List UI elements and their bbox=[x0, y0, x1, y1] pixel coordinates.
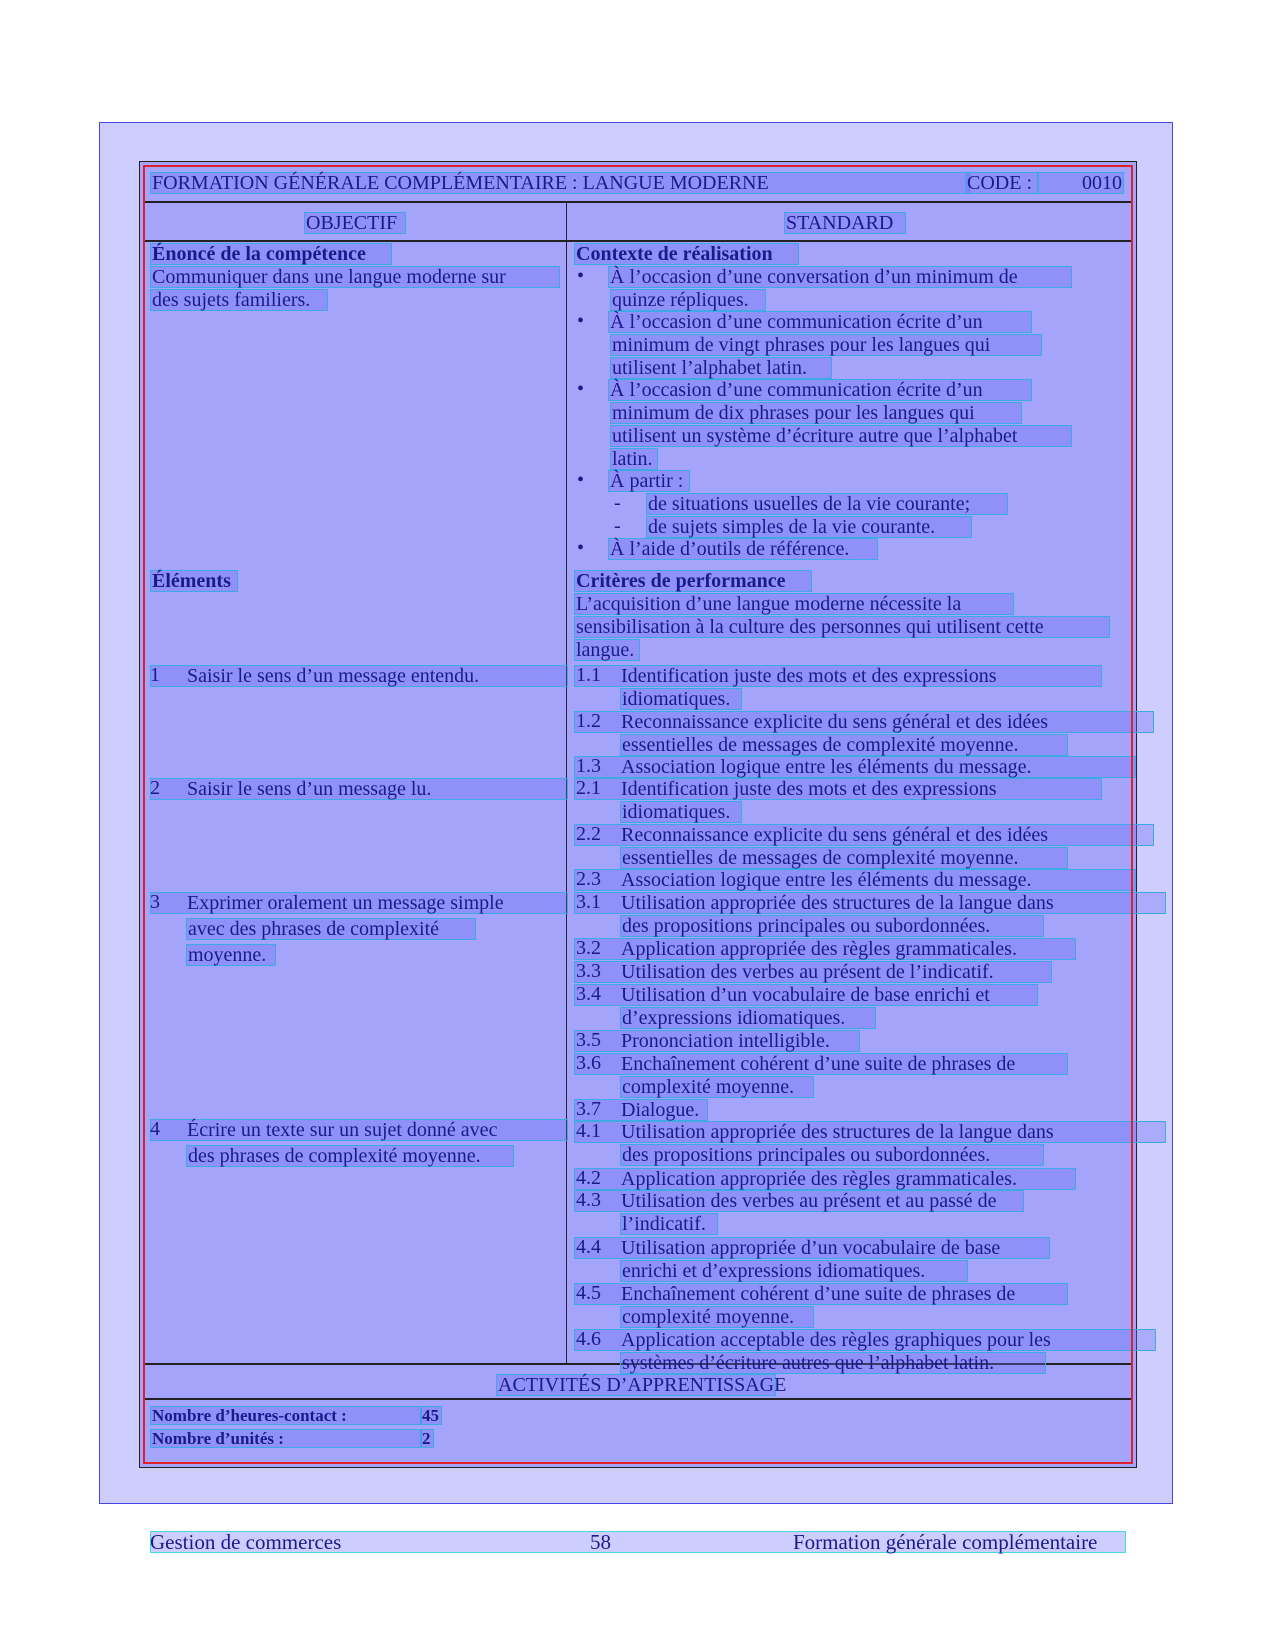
criterion-number: 1.2 bbox=[576, 710, 601, 732]
criterion-number: 2.2 bbox=[576, 823, 601, 845]
dash: - bbox=[614, 515, 621, 537]
element-text: moyenne. bbox=[186, 944, 276, 966]
criterion-number: 2.1 bbox=[576, 777, 601, 799]
element-text: Saisir le sens d’un message lu. bbox=[150, 778, 568, 800]
standard-heading: STANDARD bbox=[784, 212, 906, 234]
contexte-line: utilisent un système d’écriture autre que l’alphabet bbox=[610, 425, 1072, 447]
contexte-line: À l’occasion d’une conversation d’un minimum de bbox=[608, 266, 1072, 288]
objectif-heading: OBJECTIF bbox=[304, 212, 406, 234]
criterion-text: enrichi et d’expressions idiomatiques. bbox=[620, 1260, 968, 1282]
criteres-intro: langue. bbox=[574, 639, 640, 661]
criterion-text: systèmes d’écriture autres que l’alphabet latin. bbox=[620, 1352, 1046, 1374]
criterion-number: 4.3 bbox=[576, 1189, 601, 1211]
criterion-text: essentielles de messages de complexité moyenne. bbox=[620, 734, 1068, 756]
contexte-line: quinze répliques. bbox=[610, 289, 766, 311]
criterion-text: Application appropriée des règles grammaticales. bbox=[574, 1168, 1076, 1190]
bullet: • bbox=[577, 265, 585, 287]
criterion-text: idiomatiques. bbox=[620, 688, 742, 710]
hours-label: Nombre d’heures-contact : bbox=[150, 1406, 422, 1425]
criterion-text: Reconnaissance explicite du sens général et des idées bbox=[574, 824, 1154, 846]
table-title: FORMATION GÉNÉRALE COMPLÉMENTAIRE : LANGUE MODERNE bbox=[150, 172, 970, 194]
bullet: • bbox=[577, 537, 585, 559]
element-text: des phrases de complexité moyenne. bbox=[186, 1145, 514, 1167]
contexte-line: À l’occasion d’une communication écrite d’un bbox=[608, 311, 1032, 333]
criterion-text: Application acceptable des règles graphiques pour les bbox=[574, 1329, 1156, 1351]
contexte-subitem: de situations usuelles de la vie courante; bbox=[646, 493, 1008, 515]
criterion-text: Identification juste des mots et des expressions bbox=[574, 665, 1102, 687]
contexte-line: À l’occasion d’une communication écrite d’un bbox=[608, 379, 1032, 401]
criterion-text: Enchaînement cohérent d’une suite de phrases de bbox=[574, 1053, 1068, 1075]
element-text: avec des phrases de complexité bbox=[186, 918, 476, 940]
criterion-number: 3.7 bbox=[576, 1098, 601, 1120]
element-text: Exprimer oralement un message simple bbox=[150, 892, 568, 914]
criterion-text: Application appropriée des règles grammaticales. bbox=[574, 938, 1076, 960]
criterion-number: 3.2 bbox=[576, 937, 601, 959]
dash: - bbox=[614, 492, 621, 514]
criterion-text: Utilisation appropriée des structures de la langue dans bbox=[574, 1121, 1166, 1143]
enonce-line: des sujets familiers. bbox=[150, 289, 328, 311]
criterion-text: Enchaînement cohérent d’une suite de phrases de bbox=[574, 1283, 1068, 1305]
criterion-text: Association logique entre les éléments du message. bbox=[574, 869, 1136, 891]
criterion-text: Reconnaissance explicite du sens général et des idées bbox=[574, 711, 1154, 733]
code-label: CODE : bbox=[965, 172, 1038, 194]
units-label: Nombre d’unités : bbox=[150, 1429, 422, 1448]
elements-heading: Éléments bbox=[150, 570, 238, 592]
bullet: • bbox=[577, 469, 585, 491]
bullet: • bbox=[577, 310, 585, 332]
contexte-line: À partir : bbox=[608, 470, 690, 492]
criterion-text: l’indicatif. bbox=[620, 1213, 718, 1235]
criterion-number: 4.2 bbox=[576, 1167, 601, 1189]
code-value: 0010 bbox=[1038, 172, 1124, 194]
bullet: • bbox=[577, 378, 585, 400]
criterion-number: 2.3 bbox=[576, 868, 601, 890]
criterion-number: 3.1 bbox=[576, 891, 601, 913]
enonce-heading: Énoncé de la compétence bbox=[150, 243, 392, 265]
criterion-text: Utilisation d’un vocabulaire de base enrichi et bbox=[574, 984, 1038, 1006]
criterion-text: Utilisation des verbes au présent et au passé de bbox=[574, 1190, 1024, 1212]
contexte-line: utilisent l’alphabet latin. bbox=[610, 357, 832, 379]
criterion-text: des propositions principales ou subordonnées. bbox=[620, 1144, 1044, 1166]
element-number: 3 bbox=[150, 891, 160, 913]
criterion-text: Association logique entre les éléments du message. bbox=[574, 756, 1136, 778]
activities-heading: ACTIVITÉS D’APPRENTISSAGE bbox=[498, 1374, 787, 1396]
criterion-text: complexité moyenne. bbox=[620, 1306, 814, 1328]
criterion-text: Prononciation intelligible. bbox=[574, 1030, 860, 1052]
criterion-text: Identification juste des mots et des expressions bbox=[574, 778, 1102, 800]
criterion-number: 1.3 bbox=[576, 755, 601, 777]
activities-bottom-rule bbox=[143, 1398, 1133, 1400]
header-rule bbox=[143, 201, 1133, 203]
criterion-text: Utilisation des verbes au présent de l’indicatif. bbox=[574, 961, 1052, 983]
element-number: 4 bbox=[150, 1118, 160, 1140]
contexte-line: latin. bbox=[610, 448, 658, 470]
criterion-number: 4.6 bbox=[576, 1328, 601, 1350]
criterion-number: 1.1 bbox=[576, 664, 601, 686]
element-text: Écrire un texte sur un sujet donné avec bbox=[150, 1119, 568, 1141]
criterion-text: Dialogue. bbox=[574, 1099, 708, 1121]
criterion-text: des propositions principales ou subordonnées. bbox=[620, 915, 1044, 937]
contexte-subitem: de sujets simples de la vie courante. bbox=[646, 516, 972, 538]
footer-right: Formation générale complémentaire bbox=[793, 1530, 1098, 1554]
element-number: 1 bbox=[150, 664, 160, 686]
criterion-number: 3.6 bbox=[576, 1052, 601, 1074]
element-text: Saisir le sens d’un message entendu. bbox=[150, 665, 568, 687]
criterion-number: 4.4 bbox=[576, 1236, 601, 1258]
enonce-line: Communiquer dans une langue moderne sur bbox=[150, 266, 560, 288]
units-value: 2 bbox=[420, 1429, 434, 1448]
criterion-number: 3.4 bbox=[576, 983, 601, 1005]
hours-value: 45 bbox=[420, 1406, 442, 1425]
criterion-text: d’expressions idiomatiques. bbox=[620, 1007, 876, 1029]
criterion-text: Utilisation appropriée d’un vocabulaire de base bbox=[574, 1237, 1050, 1259]
criterion-number: 3.3 bbox=[576, 960, 601, 982]
criteres-intro: L’acquisition d’une langue moderne nécessite la bbox=[574, 593, 1014, 615]
criterion-text: complexité moyenne. bbox=[620, 1076, 814, 1098]
contexte-heading: Contexte de réalisation bbox=[574, 243, 799, 265]
criteres-heading: Critères de performance bbox=[574, 570, 812, 592]
criterion-text: idiomatiques. bbox=[620, 801, 742, 823]
criteres-intro: sensibilisation à la culture des personnes qui utilisent cette bbox=[574, 616, 1110, 638]
contexte-line: minimum de vingt phrases pour les langues qui bbox=[610, 334, 1042, 356]
contexte-line: À l’aide d’outils de référence. bbox=[608, 538, 878, 560]
criterion-number: 4.1 bbox=[576, 1120, 601, 1142]
column-heading-rule bbox=[143, 240, 1133, 242]
criterion-number: 3.5 bbox=[576, 1029, 601, 1051]
page-number: 58 bbox=[590, 1530, 611, 1554]
criterion-text: essentielles de messages de complexité moyenne. bbox=[620, 847, 1068, 869]
element-number: 2 bbox=[150, 777, 160, 799]
footer-left: Gestion de commerces bbox=[150, 1530, 342, 1554]
contexte-line: minimum de dix phrases pour les langues qui bbox=[610, 402, 1022, 424]
criterion-number: 4.5 bbox=[576, 1282, 601, 1304]
criterion-text: Utilisation appropriée des structures de la langue dans bbox=[574, 892, 1166, 914]
